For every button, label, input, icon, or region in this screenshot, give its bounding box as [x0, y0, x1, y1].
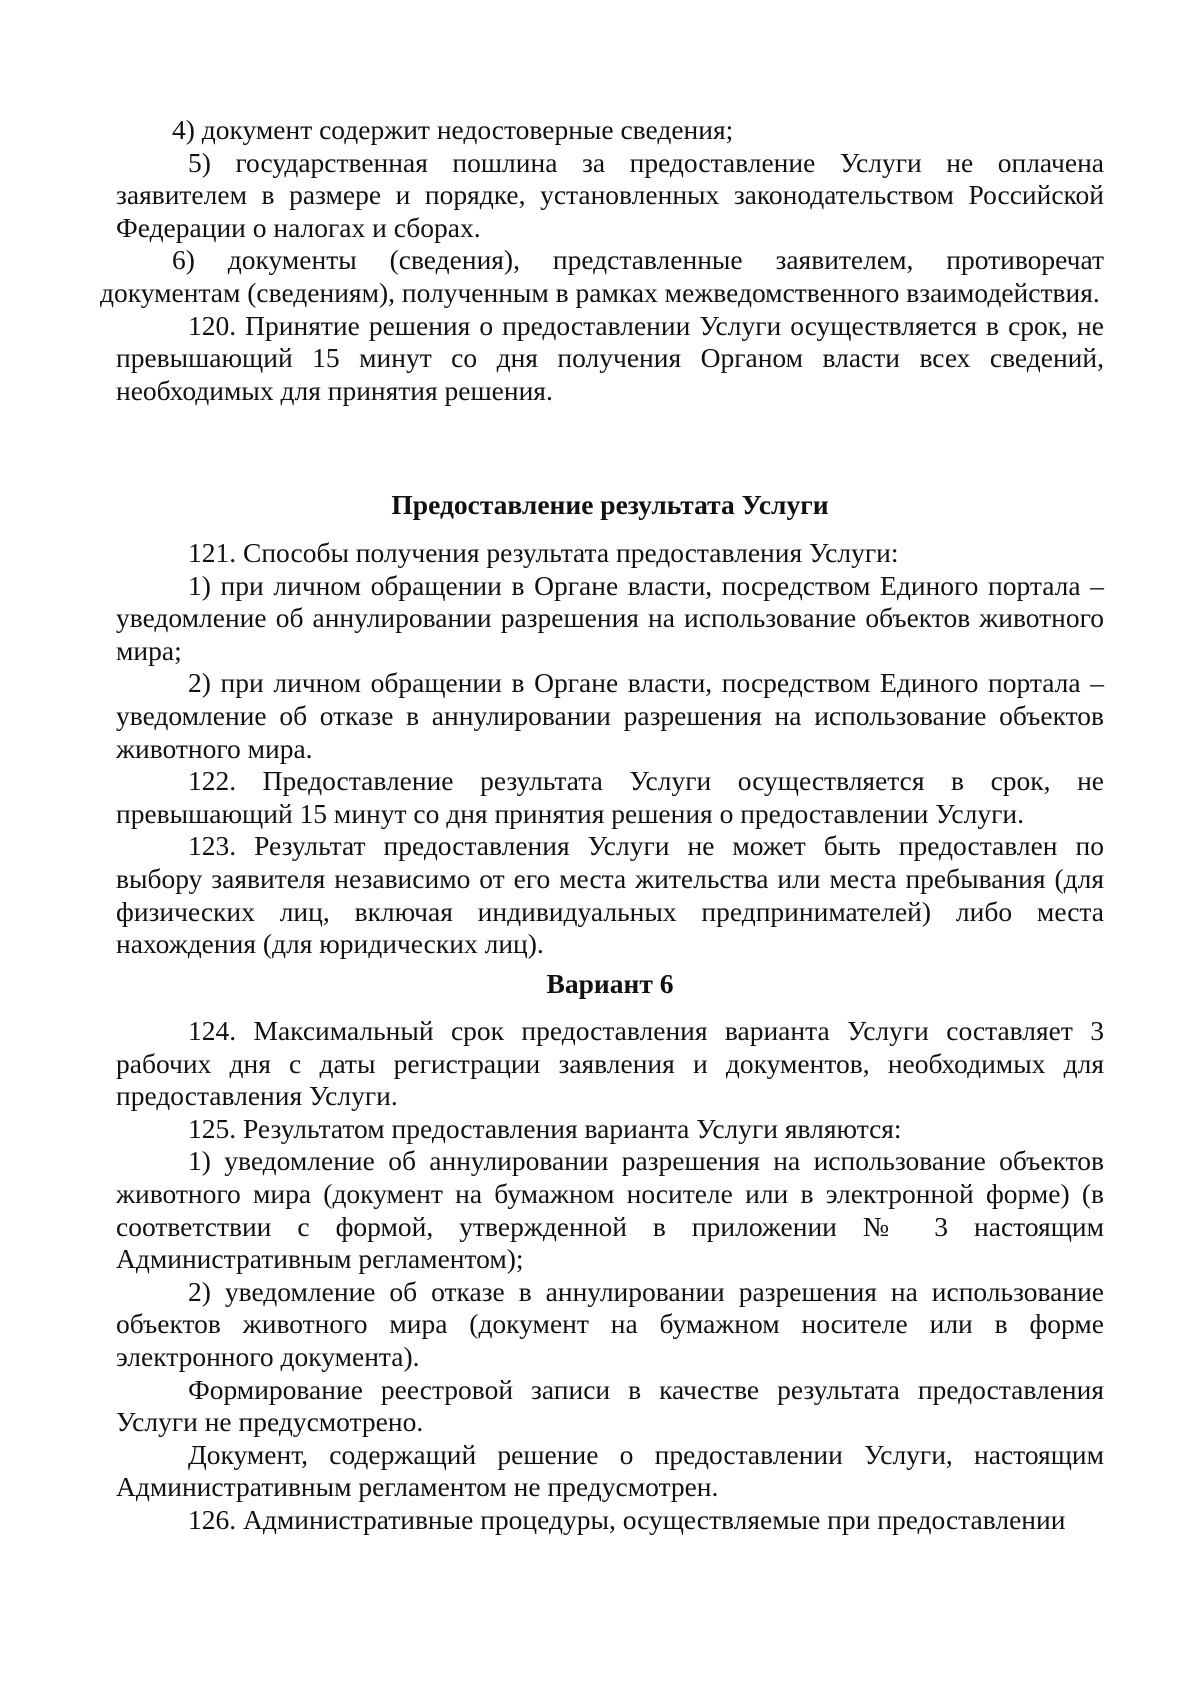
- indented-block: [100, 310, 1104, 408]
- paragraph-125-item-1: 1) уведомление об аннулировании разрешения на использование объектов животного мира (документ на бумажном носителе или в электронной форме) (в соответствии с формой, утвержденной в приложении № 3 настоящим Административным регламентом);: [116, 1145, 1104, 1275]
- paragraph-registry-record: Формирование реестровой записи в качестве результата предоставления Услуги не предусмотрено.: [116, 1373, 1104, 1438]
- paragraph-122: 122. Предоставление результата Услуги осуществляется в срок, не превышающий 15 минут со дня принятия решения о предоставлении Услуги.: [116, 765, 1104, 829]
- paragraph-121-item-2: 2) при личном обращении в Органе власти, посредством Единого портала – уведомление об отказе в аннулировании разрешения на использование объектов животного мира.: [116, 667, 1104, 764]
- paragraph-125: 125. Результатом предоставления варианта Услуги являются:: [188, 1112, 902, 1144]
- indented-block: [100, 147, 1104, 245]
- heading-service-result: Предоставление результата Услуги: [391, 489, 829, 520]
- paragraph-121: 121. Способы получения результата предоставления Услуги:: [188, 537, 899, 568]
- paragraph-126: 126. Административные процедуры, осуществляемые при предоставлении: [188, 1503, 1066, 1535]
- section-refusal-grounds: [100, 114, 1104, 407]
- paragraph-121-item-1: 1) при личном обращении в Органе власти, посредством Единого портала – уведомление об аннулировании разрешения на использование объектов животного мира;: [116, 569, 1104, 666]
- paragraph-124: 124. Максимальный срок предоставления варианта Услуги составляет 3 рабочих дня с даты регистрации заявления и документов, необходимых для предоставления Услуги.: [116, 1015, 1104, 1112]
- section-service-result: [116, 537, 1104, 961]
- section-variant-6: [116, 1015, 1104, 1537]
- paragraph-item-4: 4) документ содержит недостоверные сведения;: [172, 114, 734, 145]
- paragraph-120: 120. Принятие решения о предоставлении Услуги осуществляется в срок, не превышающий 15 минут со дня получения Органом власти всех сведений, необходимых для принятия решения.: [116, 309, 1104, 406]
- heading-variant-6: Вариант 6: [546, 968, 674, 999]
- paragraph-decision-document: Документ, содержащий решение о предоставлении Услуги, настоящим Административным регламентом не предусмотрен.: [116, 1438, 1104, 1503]
- paragraph-item-6: 6) документы (сведения), представленные заявителем, противоречат документам (сведениям), полученным в рамках межведомственного взаимодействия.: [100, 244, 1104, 308]
- paragraph-123: 123. Результат предоставления Услуги не может быть предоставлен по выбору заявителя независимо от его места жительства или места пребывания (для физических лиц, включая индивидуальных предпринимателей) либо места нахождения (для юридических лиц).: [116, 830, 1104, 960]
- paragraph-item-5: 5) государственная пошлина за предоставление Услуги не оплачена заявителем в размере и порядке, установленных законодательством Российской Федерации о налогах и сборах.: [116, 146, 1104, 243]
- paragraph-125-item-2: 2) уведомление об отказе в аннулировании разрешения на использование объектов животного мира (документ на бумажном носителе или в форме электронного документа).: [116, 1275, 1104, 1372]
